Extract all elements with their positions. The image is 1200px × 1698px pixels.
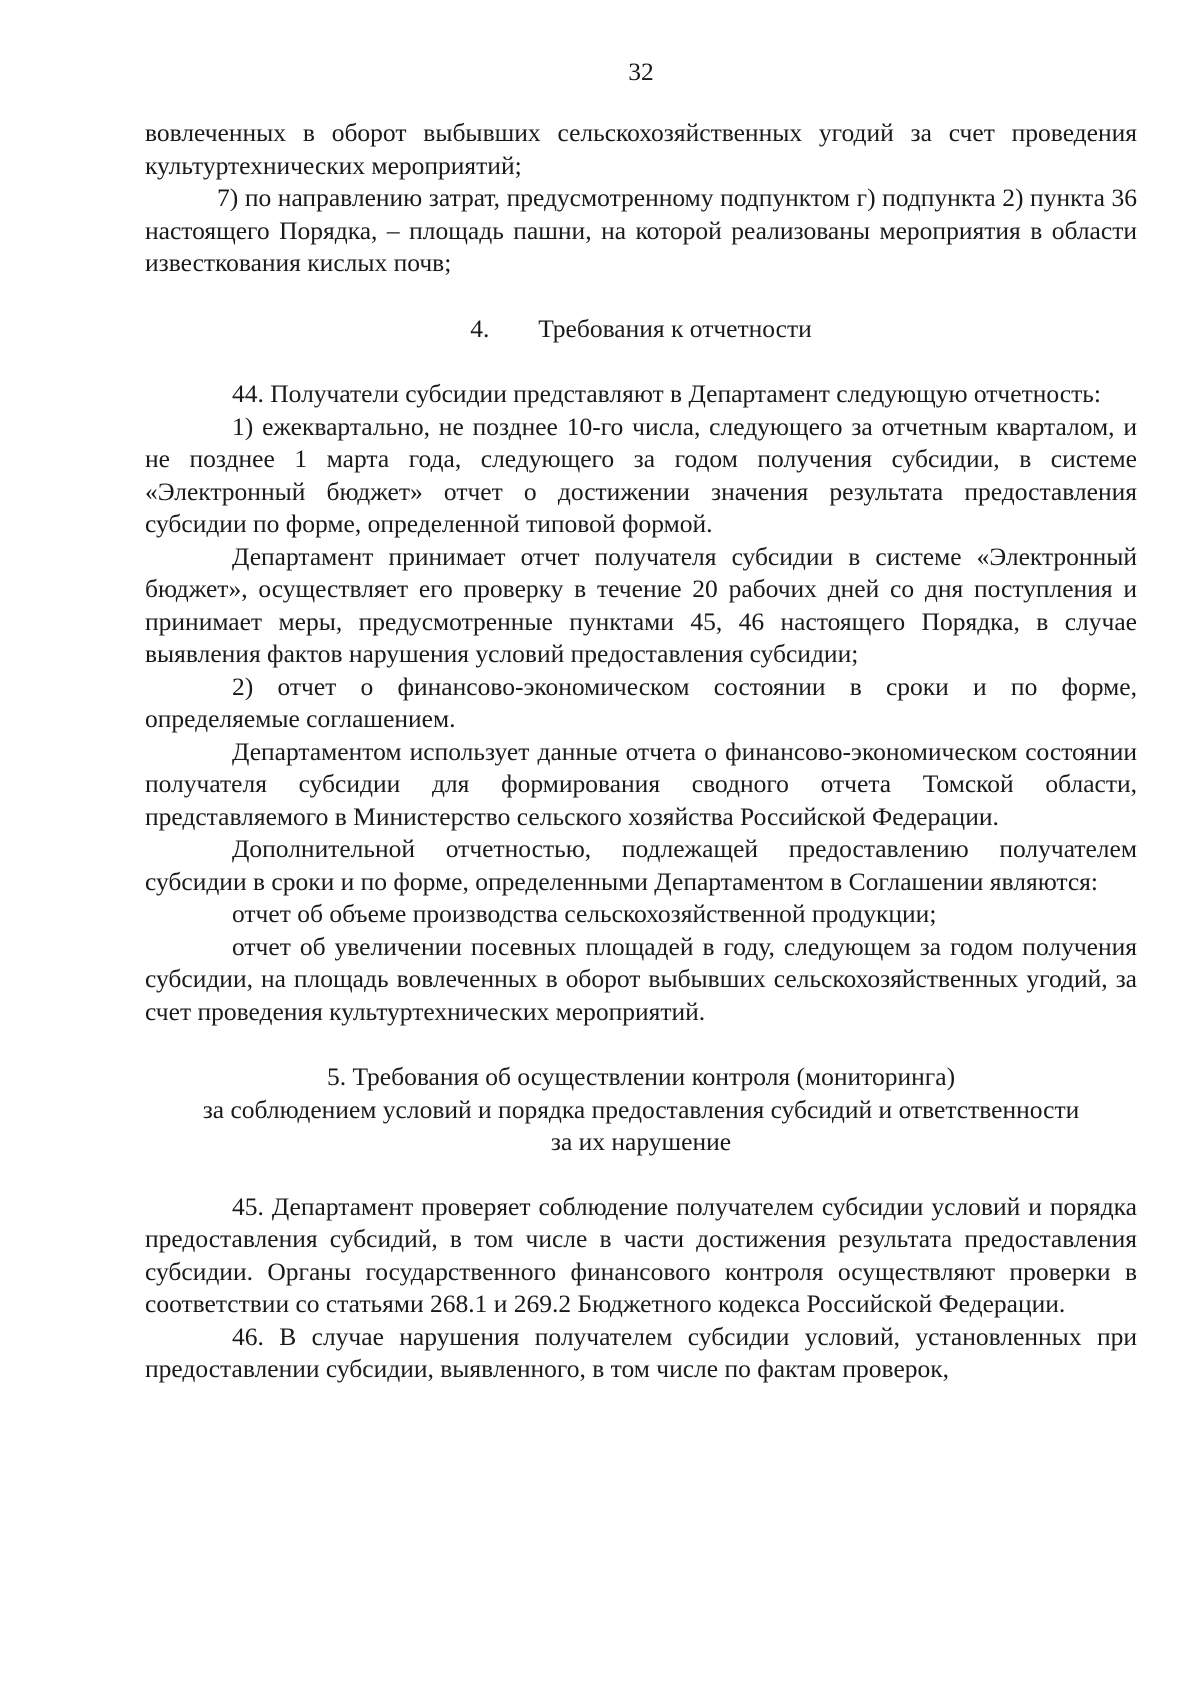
section-5-heading-line-2: за соблюдением условий и порядка предоставления субсидий и ответственности (202, 1094, 1080, 1124)
document-body (145, 117, 1137, 1386)
paragraph-44-item-1: 1) ежеквартально, не позднее 10-го числа, следующего за отчетным кварталом, и не позднее 1 марта года, следующего за годом получения субсидии, в системе «Электронный бюджет» отчет о достижении значения результата предоставления субсидии по форме, определенной типовой формой. (145, 411, 1137, 538)
section-5-heading (145, 1061, 1137, 1159)
paragraph-44-extra-reporting: Дополнительной отчетностью, подлежащей предоставлению получателем субсидии в сроки и по форме, определенными Департаментом в Соглашении являются: (145, 834, 1137, 896)
section-4-heading (145, 313, 1137, 346)
section-5-heading-line-1: 5. Требования об осуществлении контроля (мониторинга) (326, 1062, 956, 1091)
paragraph-item-7: 7) по направлению затрат, предусмотренному подпунктом г) подпункта 2) пункта 36 настоящего Порядка, – площадь пашни, на которой реализованы мероприятия в области известкования кислых почв; (145, 183, 1137, 277)
paragraph-45: 45. Департамент проверяет соблюдение получателем субсидии условий и порядка предоставления субсидий, в том числе в части достижения результата предоставления субсидии. Органы государственного финансового контроля осуществляют проверки в соответствии со статьями 268.1 и 269.2 Бюджетного кодекса Российской Федерации. (145, 1191, 1137, 1318)
section-4-title: Требования к отчетности (538, 313, 812, 343)
paragraph-46: 46. В случае нарушения получателем субсидии условий, установленных при предоставлении субсидии, выявленного, в том числе по фактам проверок, (145, 1321, 1137, 1383)
paragraph-44-volume-report: отчет об объеме производства сельскохозяйственной продукции; (232, 899, 937, 928)
page-number: 32 (628, 57, 654, 86)
section-4-number: 4. (470, 313, 490, 343)
paragraph-continuation: вовлеченных в оборот выбывших сельскохозяйственных угодий за счет проведения культуртехнических мероприятий; (145, 118, 1137, 180)
paragraph-44-item-2: 2) отчет о финансово-экономическом состоянии в сроки и по форме, определяемые соглашением. (145, 671, 1137, 733)
paragraph-44: 44. Получатели субсидии представляют в Департамент следующую отчетность: (232, 379, 1101, 408)
section-5-heading-line-3: за их нарушение (550, 1127, 732, 1156)
paragraph-44-department: Департамент принимает отчет получателя субсидии в системе «Электронный бюджет», осуществляет его проверку в течение 20 рабочих дней со дня поступления и принимает меры, предусмотренные пунктами 45, 46 настоящего Порядка, в случае выявления фактов нарушения условий предоставления субсидии; (145, 541, 1137, 668)
paragraph-44-area-report: отчет об увеличении посевных площадей в году, следующем за годом получения субсидии, на площадь вовлеченных в оборот выбывших сельскохозяйственных угодий, за счет проведения культуртехнических мероприятий. (145, 931, 1137, 1026)
paragraph-44-usage: Департаментом использует данные отчета о финансово-экономическом состоянии получателя субсидии для формирования сводного отчета Томской области, представляемого в Министерство сельского хозяйства Российской Федерации. (145, 736, 1137, 831)
